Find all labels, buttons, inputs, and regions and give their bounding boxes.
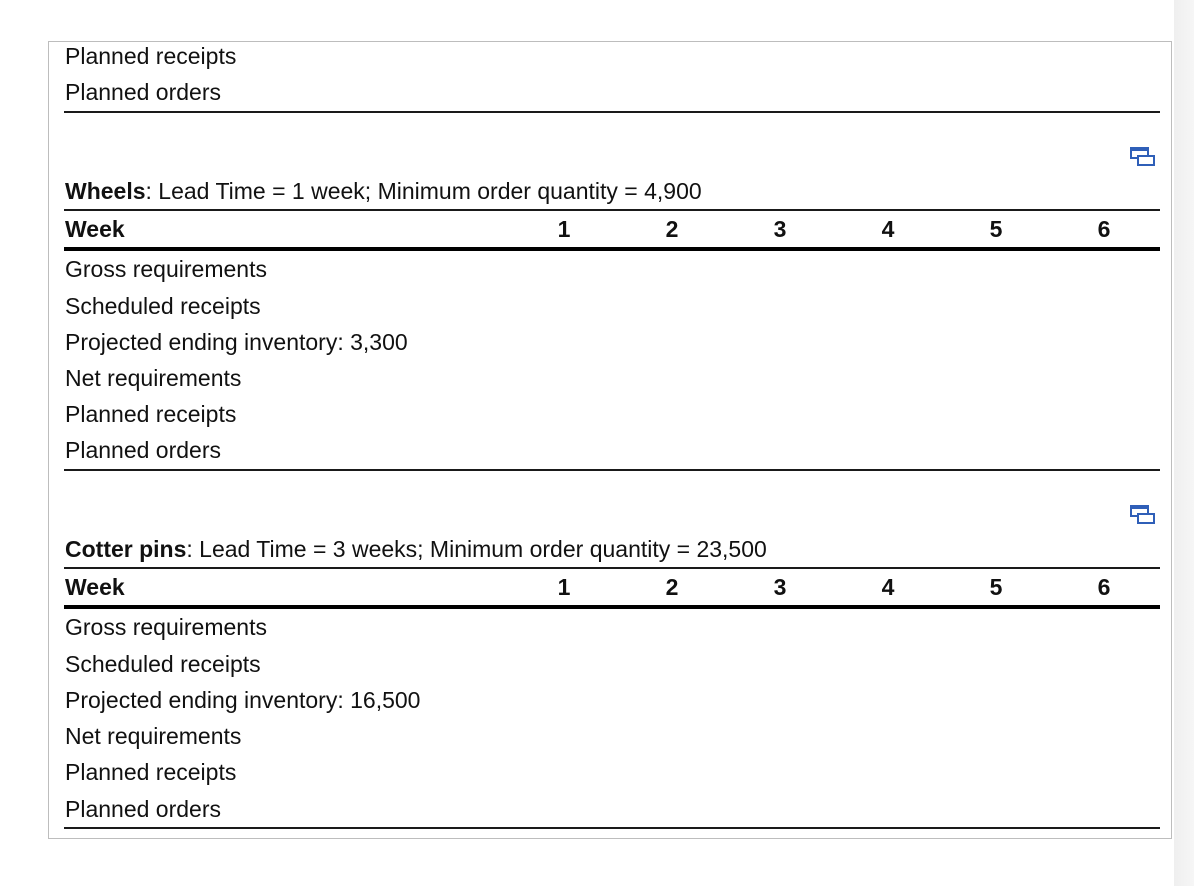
row-label: Gross requirements bbox=[65, 256, 267, 282]
week-number: 1 bbox=[557, 216, 571, 242]
table-top-rule bbox=[64, 209, 1160, 211]
week-number: 4 bbox=[881, 574, 895, 600]
week-header-label: Week bbox=[65, 574, 125, 600]
week-number: 3 bbox=[773, 574, 787, 600]
week-header-label: Week bbox=[65, 216, 125, 242]
row-label: Projected ending inventory: 3,300 bbox=[65, 329, 408, 355]
mrp-tables-panel bbox=[48, 41, 1172, 839]
row-label: Planned receipts bbox=[65, 759, 237, 785]
item-spec: : Lead Time = 1 week; Minimum order quantity = 4,900 bbox=[145, 178, 702, 204]
row-label: Net requirements bbox=[65, 723, 242, 749]
row-label: Net requirements bbox=[65, 365, 242, 391]
week-number: 6 bbox=[1097, 216, 1111, 242]
week-number: 1 bbox=[557, 574, 571, 600]
item-name: Cotter pins bbox=[65, 536, 187, 562]
week-number: 5 bbox=[989, 574, 1003, 600]
item-name: Wheels bbox=[65, 178, 146, 204]
row-label: Planned orders bbox=[65, 79, 221, 105]
table-bottom-rule bbox=[64, 111, 1160, 113]
row-label: Scheduled receipts bbox=[65, 293, 261, 319]
header-rule bbox=[64, 605, 1160, 609]
table-bottom-rule bbox=[64, 827, 1160, 829]
row-label: Planned receipts bbox=[65, 401, 237, 427]
row-label: Projected ending inventory: 16,500 bbox=[65, 687, 421, 713]
week-number: 4 bbox=[881, 216, 895, 242]
header-rule bbox=[64, 247, 1160, 251]
week-number: 2 bbox=[665, 574, 679, 600]
page-scroll-shade bbox=[1174, 0, 1194, 886]
popup-window-icon[interactable] bbox=[1130, 504, 1156, 526]
row-label: Planned receipts bbox=[65, 43, 237, 69]
week-number: 2 bbox=[665, 216, 679, 242]
row-label: Planned orders bbox=[65, 437, 221, 463]
table-bottom-rule bbox=[64, 469, 1160, 471]
wheels-table-caption bbox=[65, 177, 702, 205]
row-label: Gross requirements bbox=[65, 614, 267, 640]
week-number: 3 bbox=[773, 216, 787, 242]
popup-window-icon[interactable] bbox=[1130, 146, 1156, 168]
item-spec: : Lead Time = 3 weeks; Minimum order quantity = 23,500 bbox=[186, 536, 767, 562]
cotter-pins-table-caption bbox=[65, 535, 767, 563]
row-label: Planned orders bbox=[65, 796, 221, 822]
table-top-rule bbox=[64, 567, 1160, 569]
row-label: Scheduled receipts bbox=[65, 651, 261, 677]
week-number: 5 bbox=[989, 216, 1003, 242]
week-number: 6 bbox=[1097, 574, 1111, 600]
